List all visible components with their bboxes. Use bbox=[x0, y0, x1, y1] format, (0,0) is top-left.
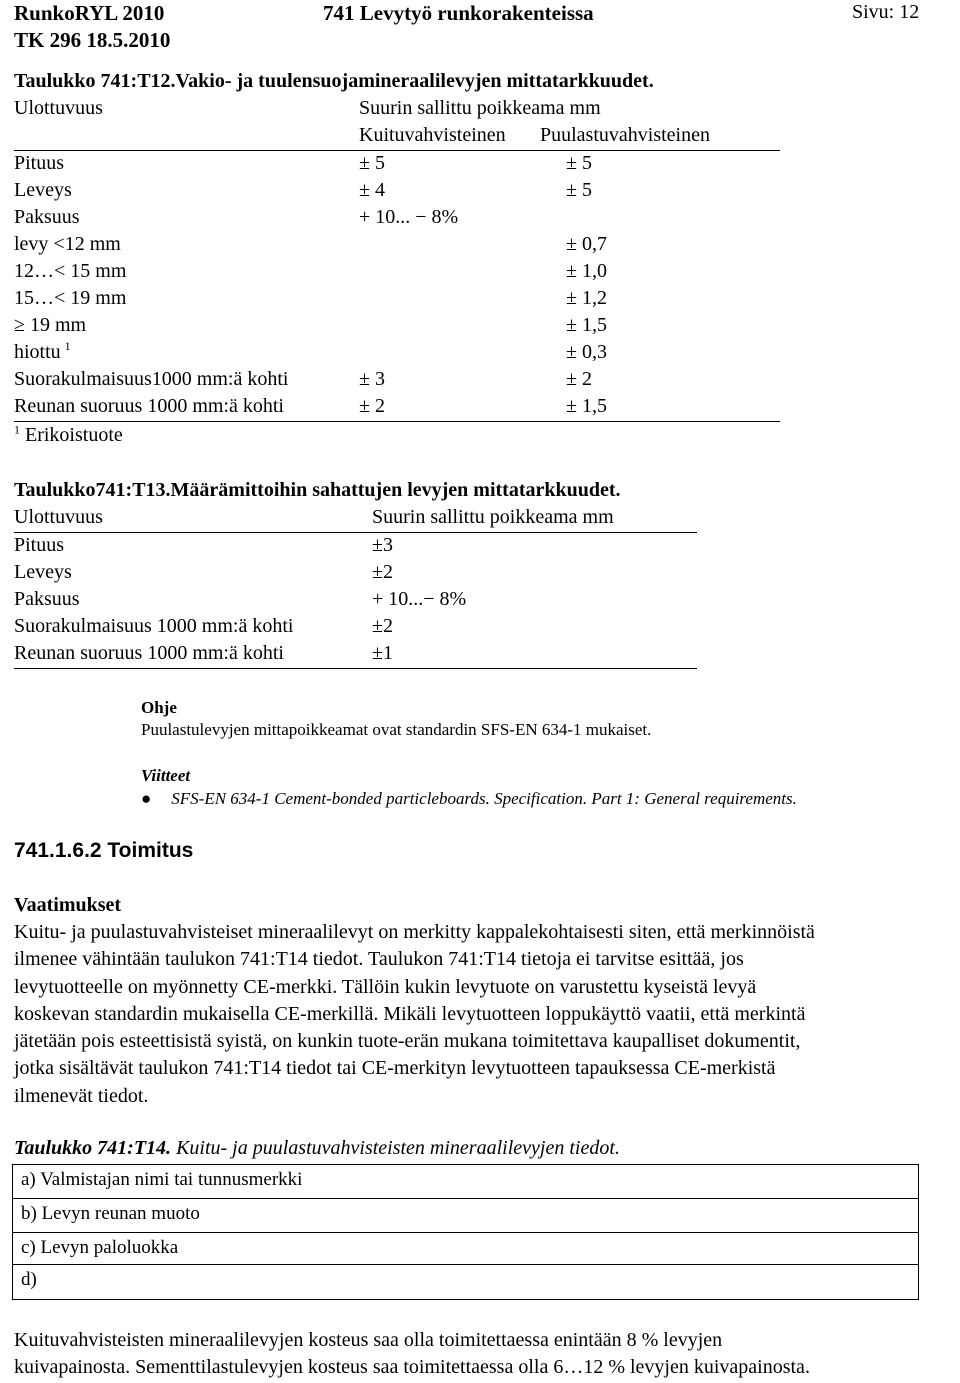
table12-col-dimension: Ulottuvuus bbox=[14, 97, 103, 119]
table-cell-particle: ± 2 bbox=[566, 368, 592, 390]
table-row-label: Leveys bbox=[14, 561, 72, 583]
table-cell-particle: ± 1,0 bbox=[566, 260, 607, 282]
table-cell-fiber: ± 2 bbox=[359, 395, 385, 417]
table-cell-particle: ± 0,7 bbox=[566, 233, 607, 255]
table14-cell: d) bbox=[21, 1269, 37, 1290]
table-row-label: Paksuus bbox=[14, 206, 80, 228]
table-row-label: 12…< 15 mm bbox=[14, 260, 127, 282]
table12-header-rule bbox=[14, 150, 780, 151]
table12-col-deviation: Suurin sallittu poikkeama mm bbox=[359, 97, 601, 119]
table-row-label: Suorakulmaisuus1000 mm:ä kohti bbox=[14, 368, 289, 390]
table-row-label: 15…< 19 mm bbox=[14, 287, 127, 309]
bullet-icon: ● bbox=[141, 789, 152, 808]
table12-sub-particle: Puulastuvahvisteinen bbox=[540, 124, 710, 146]
table13-title: Taulukko741:T13.Määrämittoihin sahattujen levyjen mittatarkkuudet. bbox=[14, 479, 621, 501]
table-row-label: Reunan suoruus 1000 mm:ä kohti bbox=[14, 395, 284, 417]
footnote-mark: 1 bbox=[64, 339, 71, 354]
table13-header-rule bbox=[14, 532, 697, 533]
table-cell-value: ±2 bbox=[372, 615, 393, 637]
table-cell-value: ±1 bbox=[372, 642, 393, 664]
table-cell-particle: ± 0,3 bbox=[566, 341, 607, 363]
table-cell-particle: ± 1,2 bbox=[566, 287, 607, 309]
header-chapter: 741 Levytyö runkorakenteissa bbox=[323, 1, 594, 25]
table14-cell: b) Levyn reunan muoto bbox=[21, 1203, 200, 1224]
table13-bottom-rule bbox=[14, 668, 697, 669]
table-row-label: Reunan suoruus 1000 mm:ä kohti bbox=[14, 642, 284, 664]
table-row-label: Pituus bbox=[14, 152, 65, 174]
table-cell-fiber: ± 5 bbox=[359, 152, 385, 174]
table14-row bbox=[12, 1232, 919, 1265]
table13-col-deviation: Suurin sallittu poikkeama mm bbox=[372, 506, 614, 528]
table14-title: Taulukko 741:T14. Kuitu- ja puulastuvahvisteisten mineraalilevyjen tiedot. bbox=[14, 1137, 620, 1159]
requirements-heading: Vaatimukset bbox=[14, 894, 122, 916]
table-row-label: ≥ 19 mm bbox=[14, 314, 87, 336]
section-heading: 741.1.6.2 Toimitus bbox=[14, 839, 194, 862]
table-cell-particle: ± 1,5 bbox=[566, 395, 607, 417]
table-cell-particle: ± 5 bbox=[566, 179, 592, 201]
table12-title: Taulukko 741:T12.Vakio- ja tuulensuojamineraalilevyjen mittatarkkuudet. bbox=[14, 70, 654, 92]
table12-sub-fiber: Kuituvahvisteinen bbox=[359, 124, 506, 146]
table14-row bbox=[12, 1198, 919, 1233]
closing-paragraph: Kuituvahvisteisten mineraalilevyjen kosteus saa olla toimitettaessa enintään 8 % levyjen kuivapainosta. Sementtilastulevyjen kosteus saa toimitettaessa olla 6…12 % levyjen kuivapainosta. bbox=[14, 1329, 810, 1379]
guide-heading: Ohje bbox=[141, 698, 177, 717]
table12-footnote: $^1$ Erikoistuote bbox=[14, 422, 123, 446]
guide-text: Puulastulevyjen mittapoikkeamat ovat standardin SFS-EN 634-1 mukaiset. bbox=[141, 720, 652, 739]
table-row-label: Suorakulmaisuus 1000 mm:ä kohti bbox=[14, 615, 294, 637]
reference-item: ● SFS-EN 634-1 Cement-bonded particleboards. Specification. Part 1: General requirements. bbox=[141, 789, 797, 808]
table-cell-particle: ± 5 bbox=[566, 152, 592, 174]
table-cell-fiber: ± 3 bbox=[359, 368, 385, 390]
table14-row bbox=[12, 1264, 919, 1300]
table-row-label: hiottu $^1$ bbox=[14, 339, 71, 363]
table-cell-particle: ± 1,5 bbox=[566, 314, 607, 336]
table-cell-value: ±3 bbox=[372, 534, 393, 556]
table14-cell: a) Valmistajan nimi tai tunnusmerkki bbox=[21, 1169, 303, 1190]
table14-cell: c) Levyn paloluokka bbox=[21, 1237, 179, 1258]
requirements-paragraph: Kuitu- ja puulastuvahvisteiset mineraalilevyt on merkitty kappalekohtaisesti siten, että merkinnöistä ilmenee vähintään taulukon 741:T14 tiedot. Taulukon 741:T14 tietoja ei tarvitse esittää, jos levytuotteelle on myönnetty CE-merkki. Tällöin kukin levytuote on varustettu kyseistä levyä koskevan standardin mukaisella CE-merkillä. Mikäli levytuotteen loppukäyttö vaatii, että merkintä jätetään pois esteettisistä syistä, on kunkin tuote-erän mukana toimitettava kaupalliset dokumentit, jotka sisältävät taulukon 741:T14 tiedot tai CE-merkityn levytuotteen tapauksessa CE-merkistä ilmenevät tiedot. bbox=[14, 921, 815, 1107]
table-cell-value: + 10...− 8% bbox=[372, 588, 467, 610]
table-row-label: Paksuus bbox=[14, 588, 80, 610]
table-cell-fiber: ± 4 bbox=[359, 179, 385, 201]
table-cell-fiber: + 10... − 8% bbox=[359, 206, 459, 228]
header-page-number: Sivu: 12 bbox=[852, 1, 920, 23]
table14-row bbox=[12, 1164, 919, 1199]
table12-bottom-rule bbox=[14, 421, 780, 422]
table13-col-dimension: Ulottuvuus bbox=[14, 506, 103, 528]
references-heading: Viitteet bbox=[141, 766, 191, 785]
table-row-label: Pituus bbox=[14, 534, 65, 556]
table-cell-value: ±2 bbox=[372, 561, 393, 583]
header-doc-date: TK 296 18.5.2010 bbox=[14, 28, 171, 52]
table-row-label: levy <12 mm bbox=[14, 233, 121, 255]
header-doc-title: RunkoRYL 2010 bbox=[14, 1, 165, 25]
table-row-label: Leveys bbox=[14, 179, 72, 201]
